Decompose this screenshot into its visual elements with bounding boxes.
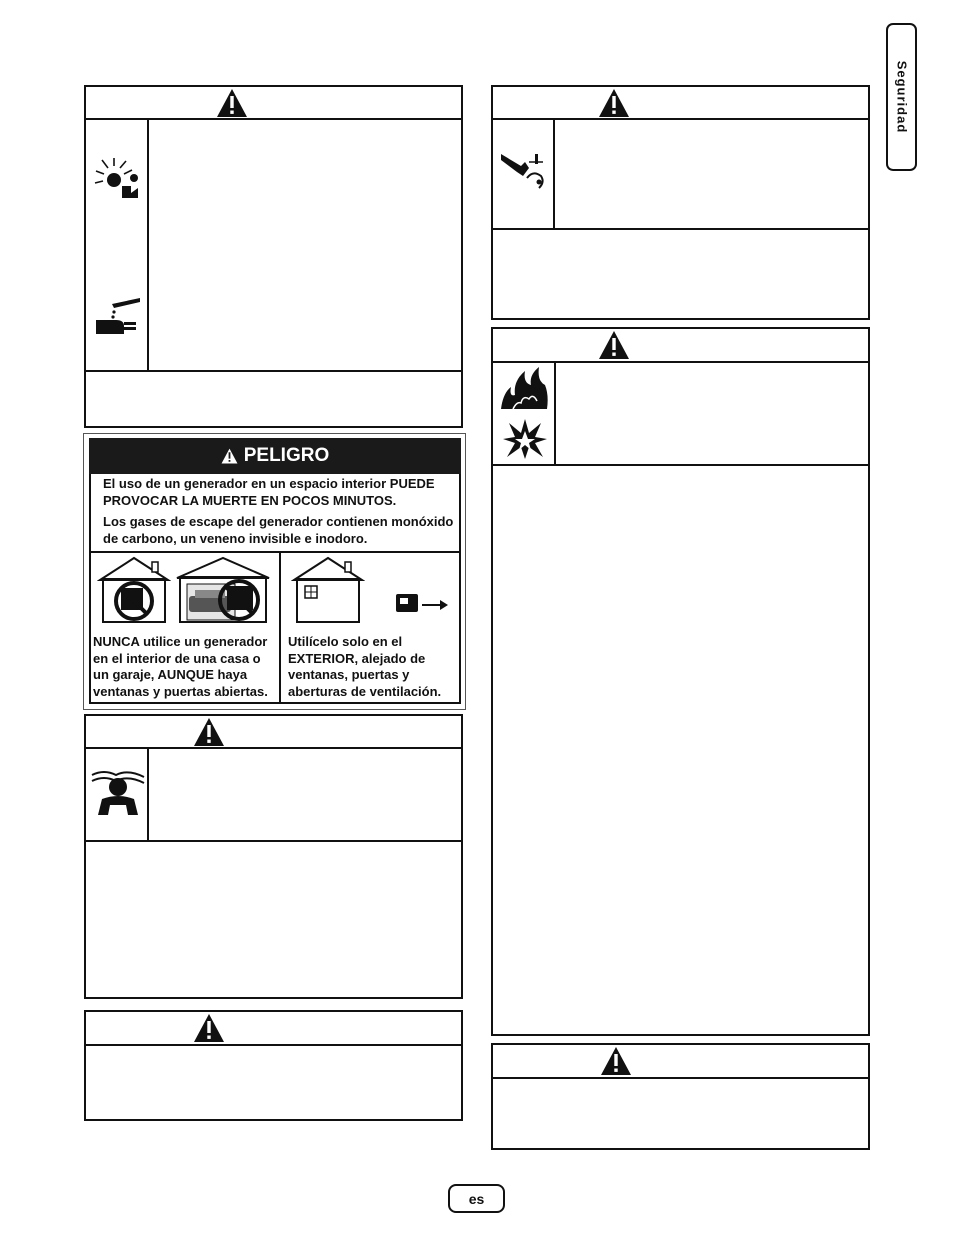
house-prohibited-icon — [97, 556, 171, 626]
danger-divider — [89, 551, 461, 553]
danger-label-header — [89, 438, 461, 474]
danger-caption-indoor: NUNCA utilice un generador en el interior de una casa o un garaje, AUNQUE haya ventanas y puertas abiertas. — [93, 634, 268, 699]
language-page-badge — [448, 1184, 505, 1213]
warning-box-general — [84, 1010, 463, 1121]
warning-box-moving-parts — [491, 85, 870, 320]
warning-triangle-icon — [600, 1046, 632, 1076]
house-outdoor-icon — [291, 556, 365, 626]
warning-triangle-icon — [216, 88, 248, 118]
acid-burn-hand-icon — [94, 296, 142, 338]
box-divider — [86, 840, 461, 842]
danger-text-1: El uso de un generador en un espacio interior PUEDE PROVOCAR LA MUERTE EN POCOS MINUTOS. — [103, 476, 435, 508]
warning-box-inhalation — [84, 714, 463, 999]
hazard-icon-column — [493, 118, 555, 230]
warning-triangle-icon — [193, 717, 225, 747]
explosion-hazard-icon — [94, 158, 142, 202]
fire-hazard-icon — [499, 365, 551, 411]
side-tab-label: Seguridad — [894, 60, 909, 134]
warning-box-general-right — [491, 1043, 870, 1150]
hand-entanglement-icon — [499, 148, 549, 192]
warning-triangle-icon — [221, 448, 238, 464]
danger-title: PELIGRO — [243, 445, 330, 466]
warning-box-header — [493, 1045, 868, 1079]
generator-outside-icon — [394, 592, 450, 618]
hazard-icon-column — [86, 747, 149, 842]
box-divider — [493, 464, 868, 466]
warning-triangle-icon — [598, 88, 630, 118]
side-tab-seguridad — [886, 23, 917, 171]
warning-box-header — [86, 1012, 461, 1046]
garage-prohibited-icon — [175, 556, 271, 626]
hazard-icon-column — [86, 118, 149, 372]
warning-box-fire — [491, 327, 870, 1036]
hazard-icon-column — [493, 361, 556, 466]
toxic-fumes-person-icon — [90, 769, 146, 817]
warning-box-header — [493, 329, 868, 363]
warning-box-header — [86, 87, 461, 120]
danger-text-2: Los gases de escape del generador contienen monóxido de carbono, un veneno invisible e inodoro. — [103, 514, 454, 546]
warning-box-header — [86, 716, 461, 749]
danger-divider-vertical — [279, 551, 281, 704]
warning-box-header — [493, 87, 868, 120]
box-divider — [86, 370, 461, 372]
danger-caption-outdoor: Utilícelo solo en el EXTERIOR, alejado de ventanas, puertas y aberturas de ventilación. — [288, 634, 442, 699]
warning-triangle-icon — [193, 1013, 225, 1043]
explosion-burst-icon — [501, 417, 549, 461]
warning-triangle-icon — [598, 330, 630, 360]
warning-box-battery — [84, 85, 463, 428]
box-divider — [493, 228, 868, 230]
language-code: es — [468, 1190, 485, 1207]
